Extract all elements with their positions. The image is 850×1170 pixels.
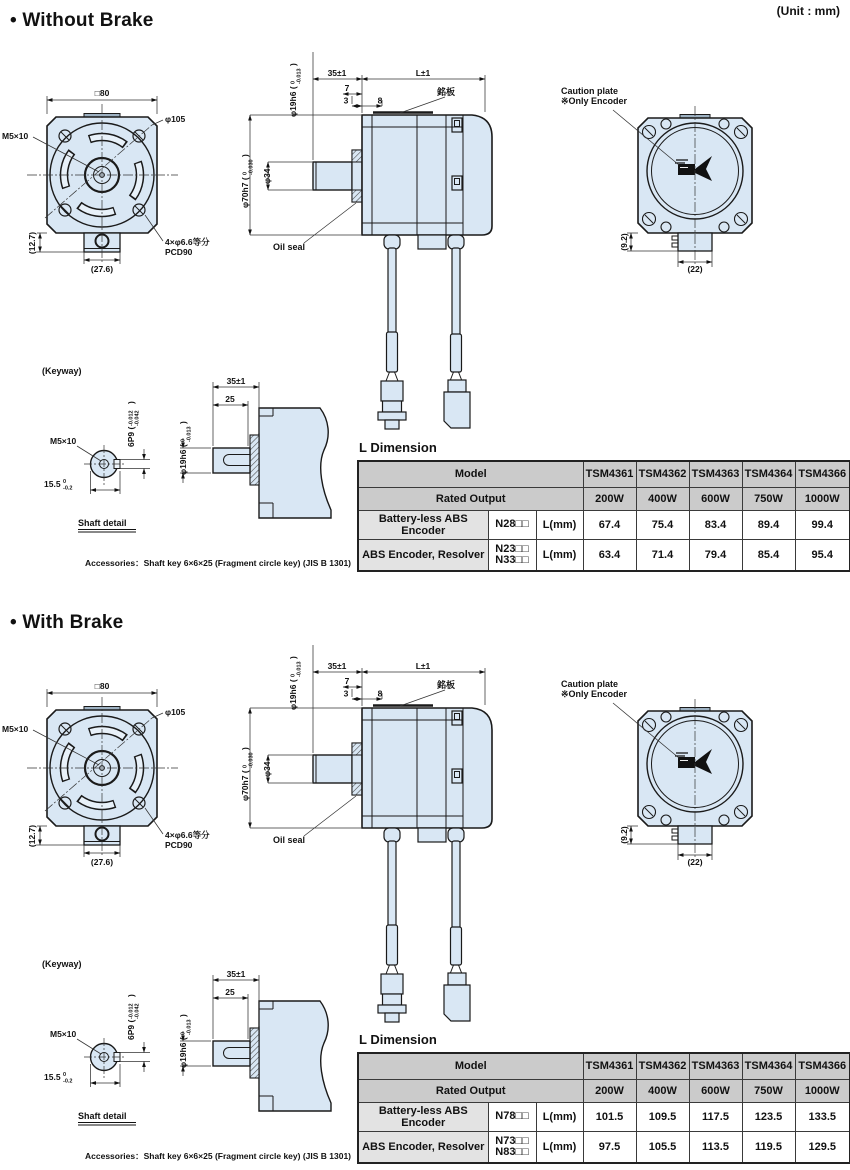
value-cell: 117.5 bbox=[689, 1102, 742, 1131]
model-cell: TSM4361 bbox=[583, 1053, 636, 1079]
front-view-without-brake bbox=[0, 80, 235, 285]
output-cell: 200W bbox=[583, 487, 636, 510]
value-cell: 113.5 bbox=[689, 1131, 742, 1163]
value-cell: 133.5 bbox=[795, 1102, 850, 1131]
l-dimension-title: L Dimension bbox=[359, 440, 437, 455]
model-cell: TSM4364 bbox=[742, 1053, 795, 1079]
keyway-detail-without-brake bbox=[30, 353, 365, 575]
encoder-label-cell: ABS Encoder, Resolver bbox=[358, 539, 488, 571]
value-cell: 85.4 bbox=[742, 539, 795, 571]
value-cell: 63.4 bbox=[583, 539, 636, 571]
code-line: N33□□ bbox=[495, 553, 529, 566]
output-cell: 1000W bbox=[795, 1079, 850, 1102]
output-cell: 400W bbox=[636, 487, 689, 510]
section-title-without-brake: • Without Brake bbox=[10, 10, 154, 31]
front-view-with-brake bbox=[0, 673, 235, 878]
code-line: N23□□ bbox=[495, 542, 529, 555]
value-cell: 129.5 bbox=[795, 1131, 850, 1163]
model-code-cell bbox=[488, 510, 536, 539]
model-cell: TSM4366 bbox=[795, 461, 850, 487]
model-cell: TSM4362 bbox=[636, 1053, 689, 1079]
output-cell: 750W bbox=[742, 487, 795, 510]
rated-header-cell: Rated Output bbox=[358, 1079, 583, 1102]
rear-view-with-brake bbox=[555, 673, 850, 868]
model-cell: TSM4366 bbox=[795, 1053, 850, 1079]
model-cell: TSM4361 bbox=[583, 461, 636, 487]
table-row-model bbox=[358, 461, 850, 487]
code-line: N78□□ bbox=[495, 1110, 529, 1122]
table-row-model bbox=[358, 1053, 850, 1079]
table-row-batteryless bbox=[358, 1102, 850, 1131]
table-row-abs-resolver bbox=[358, 539, 850, 571]
l-dimension-table-without-brake bbox=[357, 460, 850, 572]
model-code-cell bbox=[488, 539, 536, 571]
table-row-batteryless bbox=[358, 510, 850, 539]
value-cell: 67.4 bbox=[583, 510, 636, 539]
value-cell: 109.5 bbox=[636, 1102, 689, 1131]
rear-view-without-brake bbox=[555, 80, 850, 275]
rated-header-cell: Rated Output bbox=[358, 487, 583, 510]
encoder-label-cell: ABS Encoder, Resolver bbox=[358, 1131, 488, 1163]
output-cell: 600W bbox=[689, 487, 742, 510]
model-header-cell: Model bbox=[358, 1053, 583, 1079]
model-code-cell bbox=[488, 1131, 536, 1163]
model-cell: TSM4364 bbox=[742, 461, 795, 487]
model-cell: TSM4363 bbox=[689, 1053, 742, 1079]
model-cell: TSM4362 bbox=[636, 461, 689, 487]
value-cell: 123.5 bbox=[742, 1102, 795, 1131]
value-cell: 101.5 bbox=[583, 1102, 636, 1131]
table-row-abs-resolver bbox=[358, 1131, 850, 1163]
output-cell: 600W bbox=[689, 1079, 742, 1102]
value-cell: 71.4 bbox=[636, 539, 689, 571]
code-line: N73□□ bbox=[495, 1134, 529, 1147]
output-cell: 1000W bbox=[795, 487, 850, 510]
l-dimension-block-without-brake bbox=[357, 440, 850, 572]
model-code-cell bbox=[488, 1102, 536, 1131]
value-cell: 119.5 bbox=[742, 1131, 795, 1163]
value-cell: 99.4 bbox=[795, 510, 850, 539]
model-header-cell: Model bbox=[358, 461, 583, 487]
value-cell: 79.4 bbox=[689, 539, 742, 571]
table-row-rated-output bbox=[358, 487, 850, 510]
output-cell: 400W bbox=[636, 1079, 689, 1102]
unit-cell: L(mm) bbox=[536, 1131, 583, 1163]
unit-label: (Unit : mm) bbox=[776, 4, 840, 18]
unit-cell: L(mm) bbox=[536, 1102, 583, 1131]
value-cell: 95.4 bbox=[795, 539, 850, 571]
l-dimension-table-with-brake bbox=[357, 1052, 850, 1164]
l-dimension-title: L Dimension bbox=[359, 1032, 437, 1047]
keyway-detail-with-brake bbox=[30, 946, 365, 1168]
l-dimension-block-with-brake bbox=[357, 1032, 850, 1164]
value-cell: 89.4 bbox=[742, 510, 795, 539]
output-cell: 200W bbox=[583, 1079, 636, 1102]
encoder-label-cell: Battery-less ABS Encoder bbox=[358, 1102, 488, 1131]
output-cell: 750W bbox=[742, 1079, 795, 1102]
value-cell: 75.4 bbox=[636, 510, 689, 539]
unit-cell: L(mm) bbox=[536, 510, 583, 539]
value-cell: 83.4 bbox=[689, 510, 742, 539]
model-cell: TSM4363 bbox=[689, 461, 742, 487]
table-row-rated-output bbox=[358, 1079, 850, 1102]
encoder-label-cell: Battery-less ABS Encoder bbox=[358, 510, 488, 539]
code-line: N28□□ bbox=[495, 518, 529, 530]
unit-cell: L(mm) bbox=[536, 539, 583, 571]
section-title-with-brake: • With Brake bbox=[10, 612, 124, 633]
code-line: N83□□ bbox=[495, 1145, 529, 1158]
value-cell: 97.5 bbox=[583, 1131, 636, 1163]
value-cell: 105.5 bbox=[636, 1131, 689, 1163]
